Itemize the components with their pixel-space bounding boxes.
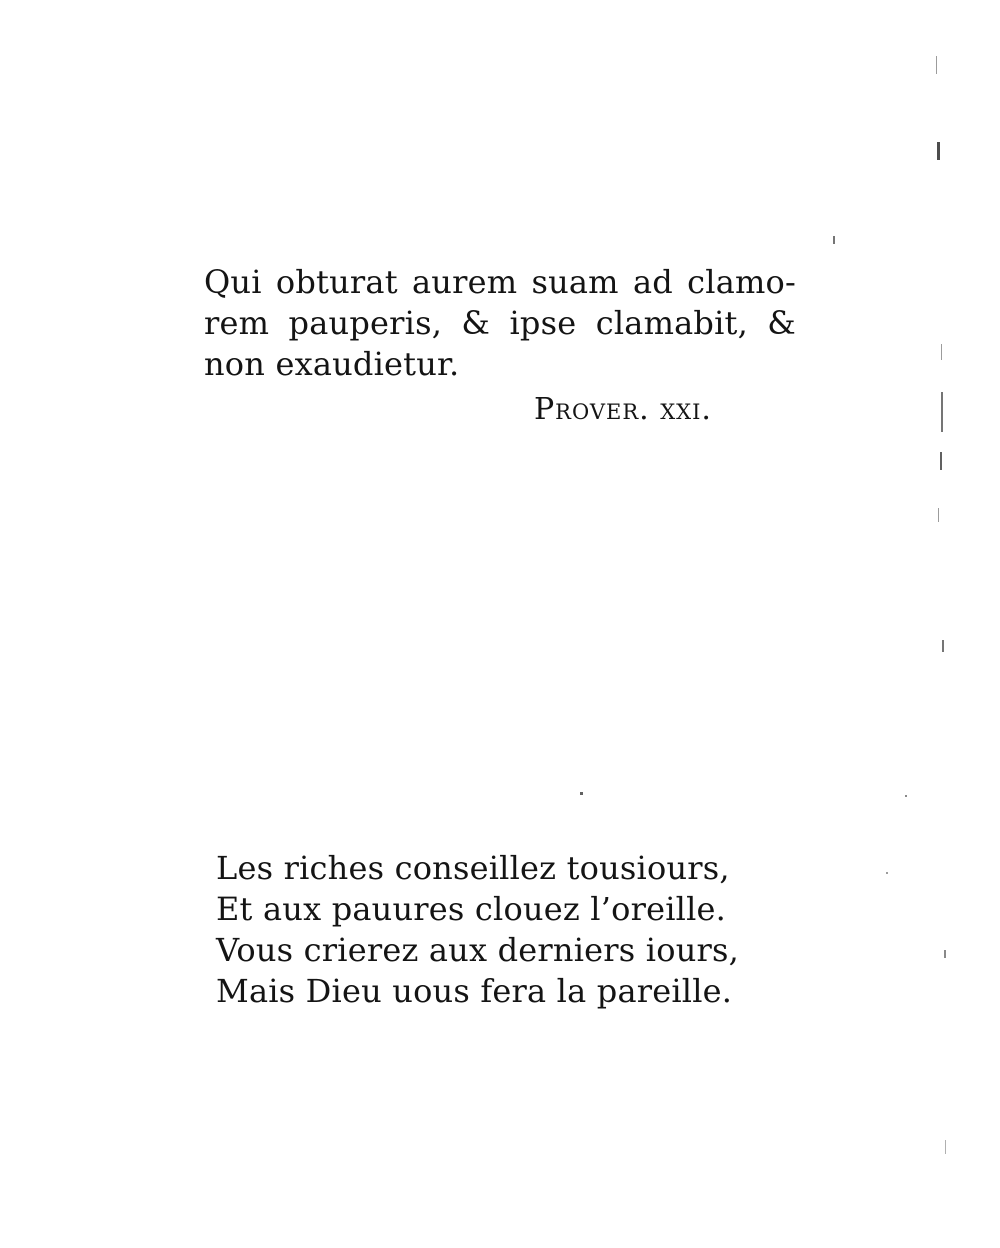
- verse-line-4: Mais Dieu uous fera la pareille.: [216, 972, 733, 1010]
- scan-speck: [905, 795, 907, 797]
- epigraph-citation: Prover. xxi.: [534, 392, 712, 427]
- scan-speck: [940, 452, 942, 470]
- verse-line-2: Et aux pauures clouez l’oreille.: [216, 890, 727, 928]
- epigraph-line-3: non exaudietur.: [204, 345, 460, 383]
- scan-speck: [944, 950, 946, 958]
- verse-line-3: Vous crierez aux derniers iours,: [216, 931, 739, 969]
- scan-speck: [936, 56, 937, 74]
- scan-speck: [938, 508, 939, 522]
- latin-epigraph: [204, 262, 804, 385]
- scan-speck: [942, 640, 944, 652]
- scan-speck: [941, 392, 943, 432]
- epigraph-line-2: rem pauperis, & ipse clamabit, &: [204, 304, 796, 342]
- epigraph-line-1: Qui obturat aurem suam ad clamo-: [204, 263, 796, 301]
- scan-speck: [945, 1140, 946, 1154]
- scan-speck: [941, 344, 942, 360]
- french-verse: [216, 848, 776, 1012]
- scan-speck: [937, 142, 940, 160]
- verse-line-1: Les riches conseillez tousiours,: [216, 849, 730, 887]
- scan-speck: [886, 872, 888, 874]
- scan-speck: [833, 236, 835, 244]
- scan-speck: [580, 792, 583, 795]
